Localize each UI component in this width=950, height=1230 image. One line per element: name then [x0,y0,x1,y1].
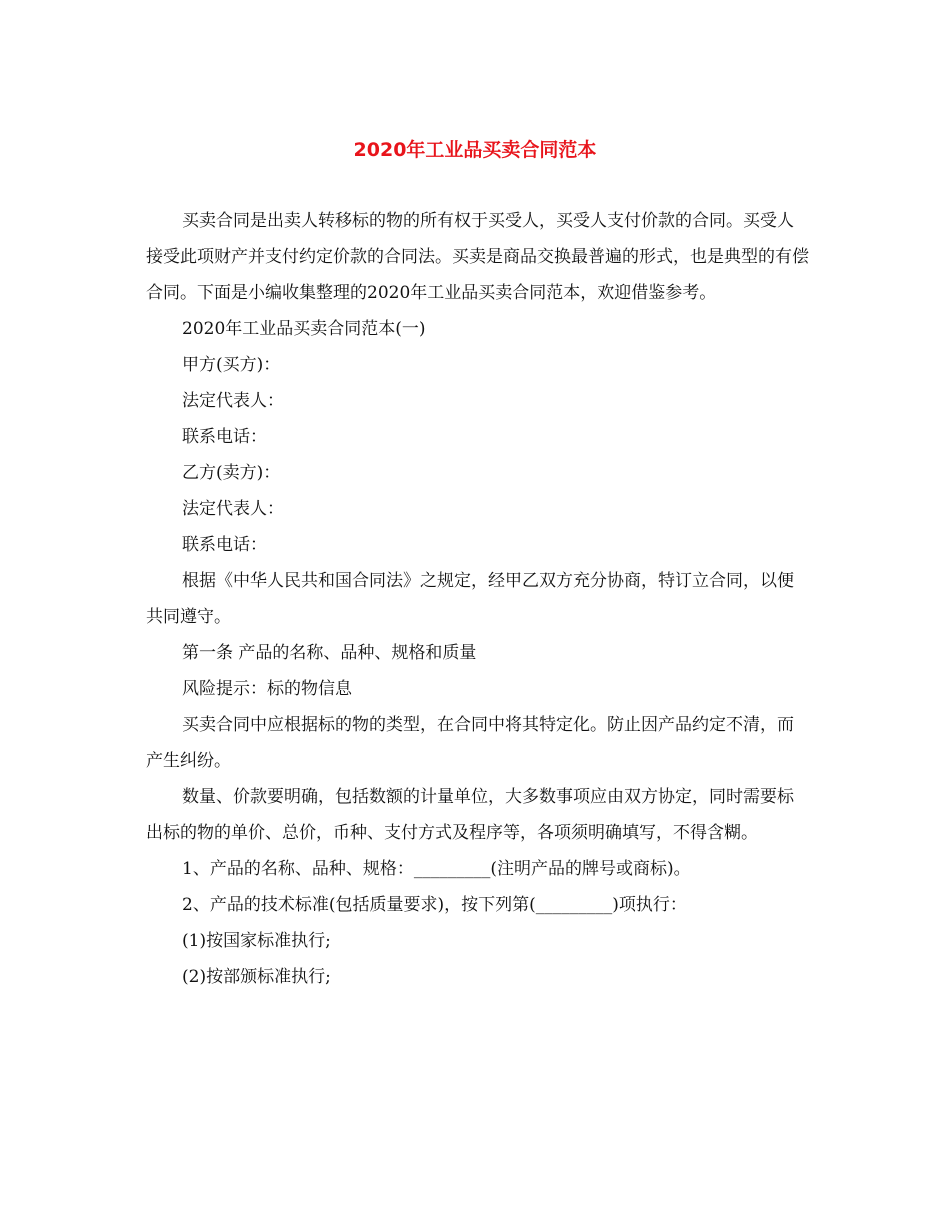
document-title: 2020年工业品买卖合同范本 [353,139,597,161]
party-b-representative-label: 法定代表人： [182,499,284,519]
party-b-label: 乙方(卖方)： [182,463,281,483]
ministry-standard-item: (2)按部颁标准执行; [182,967,331,987]
party-b-phone-label: 联系电话： [182,535,267,555]
product-name-clause: 1、产品的名称、品种、规格：_________(注明产品的牌号或商标)。 [182,859,691,879]
quantity-price-paragraph: 数量、价款要明确，包括数额的计量单位，大多数事项应由双方协定，同时需要标出标的物的单价、总价，币种、支付方式及程序等，各项须明确填写，不得含糊。 [146,787,794,843]
subject-matter-paragraph: 买卖合同中应根据标的物的类型，在合同中将其特定化。防止因产品约定不清，而产生纠纷。 [146,715,794,771]
risk-note: 风险提示：标的物信息 [182,679,352,699]
party-a-representative-label: 法定代表人： [182,391,284,411]
party-a-label: 甲方(买方)： [182,355,281,375]
intro-paragraph: 买卖合同是出卖人转移标的物的所有权于买受人，买受人支付价款的合同。买受人接受此项财产并支付约定价款的合同法。买卖是商品交换最普遍的形式，也是典型的有偿合同。下面是小编收集整理的2020年工业品买卖合同范本，欢迎借鉴参考。 [146,211,809,303]
national-standard-item: (1)按国家标准执行; [182,931,331,951]
party-a-phone-label: 联系电话： [182,427,267,447]
contract-basis-paragraph: 根据《中华人民共和国合同法》之规定，经甲乙双方充分协商，特订立合同，以便共同遵守。 [146,571,794,627]
article-one-heading: 第一条 产品的名称、品种、规格和质量 [182,643,477,663]
document-body [146,203,810,995]
section-heading: 2020年工业品买卖合同范本(一) [182,319,426,339]
technical-standard-clause: 2、产品的技术标准(包括质量要求)，按下列第(_________)项执行： [182,895,687,915]
